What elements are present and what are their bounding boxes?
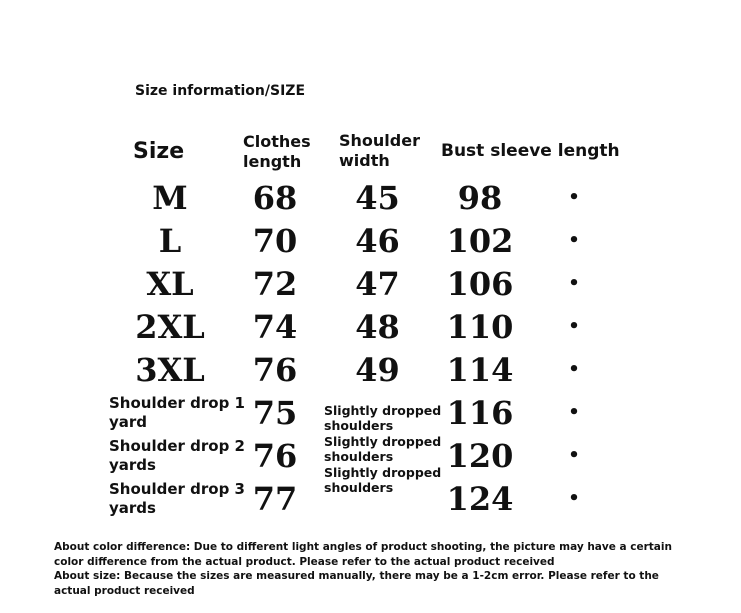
header-size: Size <box>133 139 185 164</box>
bust-sleeve-cell: 116 <box>446 393 514 432</box>
table-row <box>0 348 741 391</box>
bullet-dot: • <box>568 273 580 294</box>
bullet-dot: • <box>568 402 580 423</box>
size-cell: 2XL <box>135 307 205 346</box>
bullet-dot: • <box>568 187 580 208</box>
table-row <box>0 391 741 434</box>
clothes-length-cell: 68 <box>252 178 298 217</box>
table-row <box>0 262 741 305</box>
notes <box>54 540 694 598</box>
clothes-length-cell: 76 <box>252 436 298 475</box>
shoulder-width-cell: 48 <box>355 307 400 346</box>
bust-sleeve-cell: 106 <box>446 264 514 303</box>
shoulder-width-cell: Slightly dropped shoulders <box>324 464 442 495</box>
header-bust-sleeve-length: Bust sleeve length <box>441 141 620 161</box>
size-cell: Shoulder drop 3 yards <box>109 479 245 517</box>
size-cell: M <box>152 178 188 217</box>
bust-sleeve-cell: 98 <box>457 178 503 217</box>
shoulder-width-cell: 47 <box>355 264 400 303</box>
bust-sleeve-cell: 114 <box>446 350 514 389</box>
bullet-dot: • <box>568 445 580 466</box>
table-row <box>0 176 741 219</box>
size-cell: Shoulder drop 1 yard <box>109 393 245 431</box>
bust-sleeve-cell: 120 <box>446 436 514 475</box>
bust-sleeve-cell: 124 <box>446 479 514 518</box>
clothes-length-cell: 75 <box>252 393 298 432</box>
bullet-dot: • <box>568 359 580 380</box>
shoulder-width-cell: Slightly dropped shoulders <box>324 433 442 464</box>
clothes-length-cell: 76 <box>252 350 298 389</box>
size-cell: Shoulder drop 2 yards <box>109 436 245 474</box>
clothes-length-cell: 72 <box>252 264 298 303</box>
shoulder-width-cell: 46 <box>355 221 400 260</box>
header-shoulder-width: Shoulder width <box>339 131 420 170</box>
bullet-dot: • <box>568 488 580 509</box>
clothes-length-cell: 70 <box>252 221 298 260</box>
color-difference-note: About color difference: Due to different light angles of product shooting, the picture may have a certain color difference from the actual product. Please refer to the actual product received <box>54 541 672 568</box>
size-cell: XL <box>146 264 194 303</box>
size-cell: 3XL <box>135 350 205 389</box>
header-clothes-length: Clothes length <box>243 132 311 171</box>
page-title: Size information/SIZE <box>135 83 306 99</box>
shoulder-width-cell: 45 <box>355 178 400 217</box>
size-error-note: About size: Because the sizes are measured manually, there may be a 1-2cm error. Please refer to the actual product received <box>54 570 659 597</box>
size-cell: L <box>158 221 182 260</box>
shoulder-width-cell: 49 <box>355 350 400 389</box>
bust-sleeve-cell: 102 <box>446 221 514 260</box>
bullet-dot: • <box>568 316 580 337</box>
bullet-dot: • <box>568 230 580 251</box>
clothes-length-cell: 74 <box>252 307 298 346</box>
bust-sleeve-cell: 110 <box>446 307 514 346</box>
table-row <box>0 464 741 520</box>
table-row <box>0 305 741 348</box>
clothes-length-cell: 77 <box>252 479 298 518</box>
table-row <box>0 219 741 262</box>
shoulder-width-cell: Slightly dropped shoulders <box>324 402 442 433</box>
